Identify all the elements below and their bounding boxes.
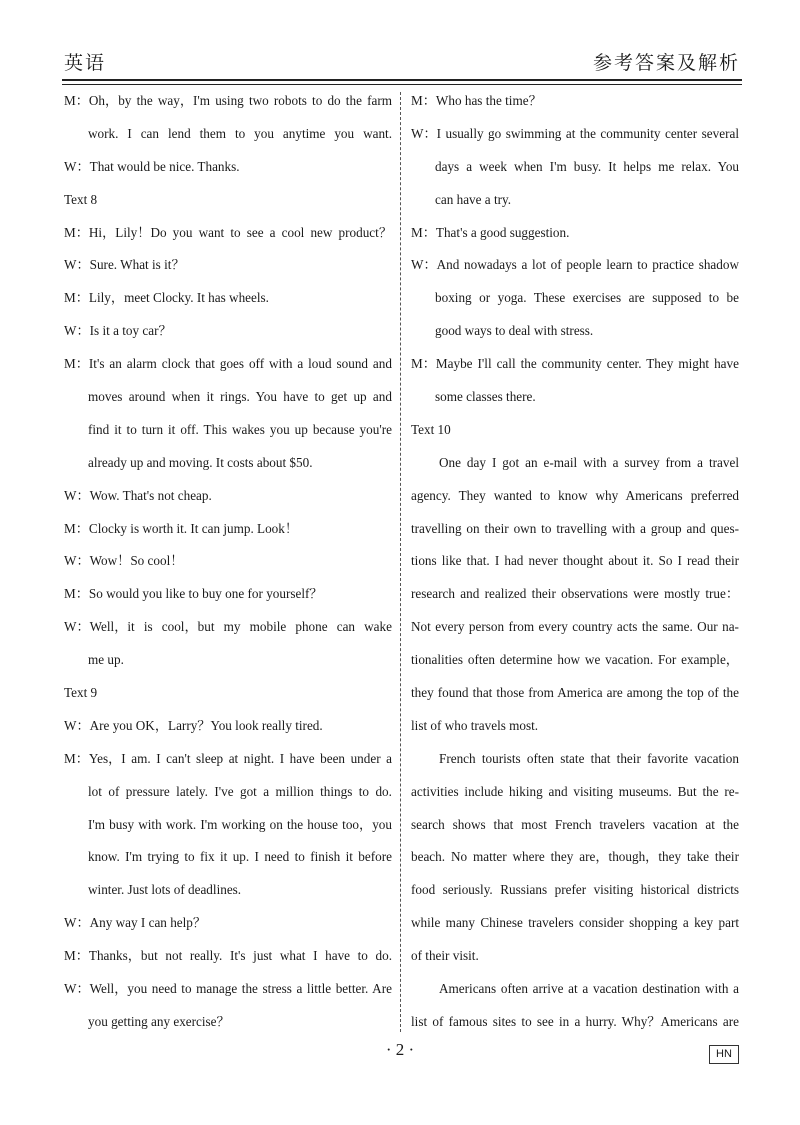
- text-line: W：I usually go swimming at the community center several: [411, 125, 739, 141]
- text-line: winter. Just lots of deadlines.: [88, 882, 242, 898]
- text-line: food seriously. Russians prefer visiting historical districts: [411, 882, 739, 898]
- text-line: W：That would be nice. Thanks.: [64, 158, 240, 174]
- text-line: good ways to deal with stress.: [435, 323, 594, 339]
- text-line: One day I got an e-mail with a survey from a travel: [439, 454, 739, 470]
- left-column: [64, 85, 392, 1039]
- text-line: tionalities often determine how we vacation. For example，: [411, 652, 739, 668]
- text-line: W：Well，you need to manage the stress a little better. Are: [64, 981, 392, 997]
- text-line: M：Oh，by the way，I'm using two robots to do the farm: [64, 93, 392, 108]
- text-line: lot of pressure lately. I've got a million things to do.: [88, 783, 392, 799]
- text-line: list of who travels most.: [411, 717, 539, 733]
- text-line: Text 10: [411, 421, 451, 437]
- page-number: · 2 ·: [385, 1040, 415, 1059]
- text-line: Text 8: [64, 191, 98, 207]
- header-rule: [62, 79, 742, 81]
- text-line: French tourists often state that their favorite vacation: [439, 750, 739, 766]
- text-line: travelling on their own to travelling with a group and ques-: [411, 520, 739, 536]
- text-line: W：Are you OK，Larry？You look really tired.: [64, 717, 323, 733]
- text-line: W：Wow！So cool！: [64, 553, 184, 569]
- text-line: W：Any way I can help？: [64, 915, 207, 931]
- column-divider: [400, 92, 401, 1032]
- text-line: they found that those from America are among the top of the: [411, 685, 739, 701]
- text-line: you getting any exercise？: [88, 1013, 230, 1029]
- text-line: Text 9: [64, 685, 98, 701]
- text-line: M：Lily，meet Clocky. It has wheels.: [64, 290, 269, 306]
- text-line: work. I can lend them to you anytime you want.: [88, 125, 392, 141]
- text-line: agency. They wanted to know why Americans preferred: [411, 487, 739, 503]
- page-header: [62, 48, 742, 76]
- text-line: of their visit.: [411, 948, 479, 964]
- text-line: M：So would you like to buy one for yourself？: [64, 586, 323, 602]
- text-line: Americans often arrive at a vacation destination with a: [439, 981, 739, 997]
- text-line: research and realized their observations were mostly true：: [411, 586, 739, 602]
- text-line: know. I'm trying to fix it up. I need to finish it before: [88, 849, 392, 865]
- text-line: find it to turn it off. This wakes you up because you're: [88, 421, 392, 437]
- text-line: M：Maybe I'll call the community center. They might have: [411, 356, 739, 372]
- right-column: [411, 85, 739, 1039]
- text-line: beach. No matter where they are，though，they take their: [411, 849, 739, 865]
- text-line: M：Who has the time？: [411, 93, 542, 108]
- text-line: M：That's a good suggestion.: [411, 224, 570, 240]
- text-line: M：Clocky is worth it. It can jump. Look！: [64, 520, 299, 536]
- text-line: M：Hi，Lily！Do you want to see a cool new product？: [64, 224, 392, 240]
- text-line: M：It's an alarm clock that goes off with a loud sound and: [64, 356, 392, 372]
- text-line: already up and moving. It costs about $50.: [88, 454, 313, 470]
- region-code-box: HN: [709, 1045, 739, 1064]
- page-footer: [0, 1040, 800, 1070]
- text-line: W：Sure. What is it？: [64, 257, 185, 273]
- answer-key-title: 参考答案及解析: [592, 53, 740, 74]
- text-line: W：Well，it is cool，but my mobile phone can wake: [64, 619, 392, 635]
- text-line: W：Is it a toy car？: [64, 323, 172, 339]
- text-line: M：Yes，I am. I can't sleep at night. I have been under a: [64, 750, 392, 766]
- text-line: activities include hiking and visiting museums. But the re-: [411, 783, 739, 799]
- text-line: boxing or yoga. These exercises are supposed to be: [435, 290, 739, 306]
- text-line: me up.: [88, 652, 124, 668]
- text-line: search shows that most French travelers vacation at the: [411, 816, 739, 832]
- text-line: Not every person from every country acts the same. Our na-: [411, 619, 739, 635]
- text-line: M：Thanks，but not really. It's just what I have to do.: [64, 948, 392, 964]
- text-line: some classes there.: [435, 389, 536, 405]
- subject-label: 英语: [64, 53, 107, 74]
- text-line: can have a try.: [435, 191, 512, 207]
- text-line: W：And nowadays a lot of people learn to practice shadow: [411, 257, 739, 273]
- text-line: tions like that. I had never thought about it. So I read their: [411, 553, 739, 569]
- text-line: moves around when it rings. You have to get up and: [88, 389, 392, 405]
- text-line: days a week when I'm busy. It helps me relax. You: [435, 158, 739, 174]
- text-line: I'm busy with work. I'm working on the house too，you: [88, 816, 392, 832]
- text-line: list of famous sites to see in a hurry. Why？Americans are: [411, 1013, 739, 1029]
- text-line: while many Chinese travelers consider shopping a key part: [411, 915, 739, 931]
- text-line: W：Wow. That's not cheap.: [64, 487, 212, 503]
